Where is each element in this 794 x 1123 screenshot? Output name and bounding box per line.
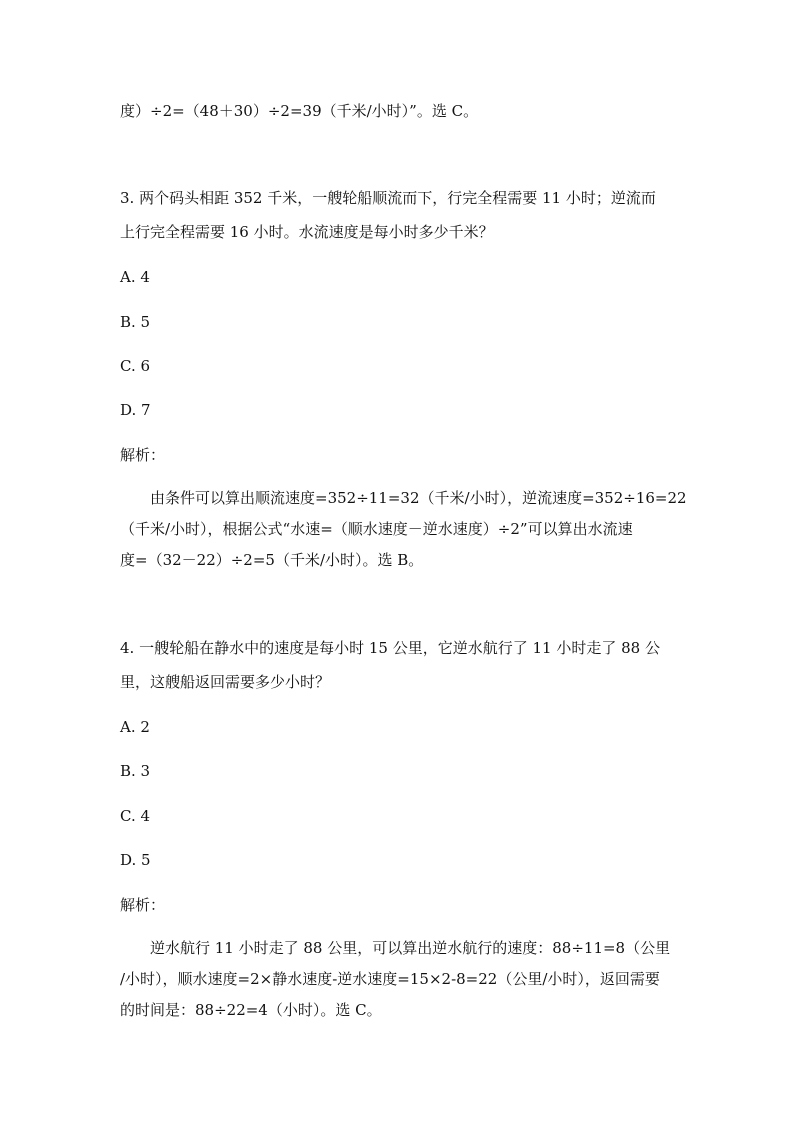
q3-option-d: D. 7 <box>120 401 151 419</box>
q4-analysis-line-3: 的时间是：88÷22=4（小时）。选 C。 <box>120 1001 382 1019</box>
q3-option-a: A. 4 <box>120 268 150 286</box>
q3-analysis-line-1: 由条件可以算出顺流速度=352÷11=32（千米/小时），逆流速度=352÷16=22 <box>150 489 687 507</box>
q3-stem-line-2: 上行完全程需要 16 小时。水流速度是每小时多少千米？ <box>120 223 494 241</box>
q4-stem-line-1: 4. 一艘轮船在静水中的速度是每小时 15 公里，它逆水航行了 11 小时走了 88 公 <box>120 639 660 657</box>
q4-option-c: C. 4 <box>120 807 151 825</box>
q4-analysis-label: 解析： <box>120 896 166 914</box>
q4-option-a: A. 2 <box>120 718 150 736</box>
q4-option-b: B. 3 <box>120 762 151 780</box>
q4-option-d: D. 5 <box>120 851 151 869</box>
q4-stem-line-2: 里，这艘船返回需要多少小时？ <box>120 673 331 691</box>
q3-analysis-label: 解析： <box>120 446 166 464</box>
q3-option-b: B. 5 <box>120 313 151 331</box>
q3-analysis-line-3: 度=（32－22）÷2=5（千米/小时）。选 B。 <box>120 551 424 569</box>
q4-analysis-line-2: /小时），顺水速度=2×静水速度-逆水速度=15×2-8=22（公里/小时），返回需要 <box>120 970 660 988</box>
q3-analysis-line-2: （千米/小时），根据公式“水速=（顺水速度－逆水速度）÷2”可以算出水流速 <box>120 520 633 538</box>
q3-option-c: C. 6 <box>120 357 151 375</box>
previous-answer-tail: 度）÷2=（48＋30）÷2=39（千米/小时）”。选 C。 <box>120 102 479 120</box>
q4-analysis-line-1: 逆水航行 11 小时走了 88 公里，可以算出逆水航行的速度：88÷11=8（公里 <box>150 939 671 957</box>
q3-stem-line-1: 3. 两个码头相距 352 千米，一艘轮船顺流而下，行完全程需要 11 小时；逆流而 <box>120 189 656 207</box>
